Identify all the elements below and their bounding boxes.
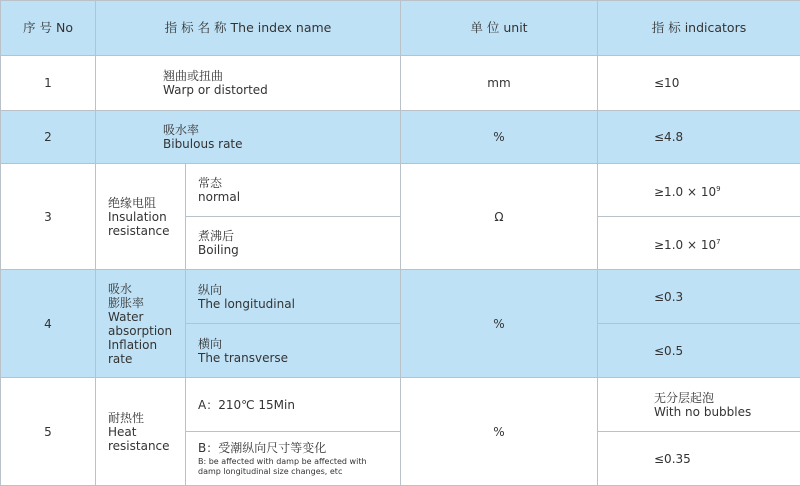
indicator-cell: ≤0.5 <box>598 324 800 378</box>
table-row <box>1 111 800 164</box>
index-name-en: Warp or distorted <box>163 83 268 97</box>
sub-item <box>186 164 401 217</box>
category-en-2: resistance <box>108 438 170 453</box>
index-name-cn: 翘曲或扭曲 <box>163 69 224 83</box>
header-row <box>1 1 800 56</box>
row-number: 3 <box>1 164 96 270</box>
sub-item <box>186 432 401 486</box>
category-cell <box>96 270 186 378</box>
unit-cell: % <box>401 111 598 164</box>
sub-item-cn: B：受潮纵向尺寸等变化 <box>198 440 327 455</box>
sub-item-cn: 纵向 <box>198 282 223 297</box>
sub-item <box>186 217 401 270</box>
category-line: 膨胀率 <box>108 295 145 310</box>
header-no: 序 号 No <box>1 1 96 56</box>
category-cell <box>96 378 186 486</box>
sub-item <box>186 324 401 378</box>
sub-item-en: Boiling <box>198 243 239 257</box>
sub-item-en: normal <box>198 190 241 204</box>
sub-item-cn: 煮沸后 <box>198 229 235 243</box>
header-indicators: 指 标 indicators <box>598 1 800 56</box>
indicator-cn: 无分层起泡 <box>654 390 715 405</box>
sub-item-cn: 常态 <box>198 176 223 190</box>
table-row <box>1 270 800 324</box>
category-line: Inflation rate <box>108 337 158 366</box>
indicator-cell <box>598 217 800 270</box>
category-en-1: Insulation <box>108 209 167 224</box>
index-name-en: Bibulous rate <box>163 137 243 151</box>
header-name: 指 标 名 称 The index name <box>96 1 401 56</box>
sub-item-en: The longitudinal <box>198 296 295 311</box>
sub-item <box>186 270 401 324</box>
category-line: absorption <box>108 323 173 338</box>
unit-cell: % <box>401 378 598 486</box>
indicator-cell <box>598 164 800 217</box>
table-row <box>1 164 800 217</box>
unit-cell: % <box>401 270 598 378</box>
header-unit: 单 位 unit <box>401 1 598 56</box>
index-name <box>96 56 401 111</box>
sub-item-en-1: B: be affected with damp be affected with <box>198 456 367 466</box>
category-line: Water <box>108 309 144 324</box>
indicator-exponent: 9 <box>716 184 721 193</box>
indicator-cell: ≤10 <box>598 56 800 111</box>
indicator-exponent: 7 <box>716 237 721 246</box>
indicator-cell: ≤4.8 <box>598 111 800 164</box>
sub-item: A：210℃ 15Min <box>186 378 401 432</box>
index-name-cn: 吸水率 <box>163 123 200 137</box>
row-number: 4 <box>1 270 96 378</box>
category-cn: 耐热性 <box>108 410 145 425</box>
category-cell <box>96 164 186 270</box>
sub-item-en: The transverse <box>198 350 289 365</box>
indicator-cell: ≤0.35 <box>598 432 800 486</box>
category-en-2: resistance <box>108 223 170 238</box>
row-number: 5 <box>1 378 96 486</box>
sub-item-en-2: damp longitudinal size changes, etc <box>198 466 343 476</box>
category-cn: 绝缘电阻 <box>108 195 157 210</box>
table-row <box>1 56 800 111</box>
indicator-base: ≥1.0 × 10 <box>654 237 717 252</box>
index-name <box>96 111 401 164</box>
category-line: 吸水 <box>108 281 133 296</box>
indicator-base: ≥1.0 × 10 <box>654 184 717 199</box>
unit-cell: mm <box>401 56 598 111</box>
indicator-cell <box>598 378 800 432</box>
sub-item-cn: 横向 <box>198 336 223 351</box>
row-number: 1 <box>1 56 96 111</box>
indicator-en: With no bubbles <box>654 404 752 419</box>
unit-cell: Ω <box>401 164 598 270</box>
indicator-cell: ≤0.3 <box>598 270 800 324</box>
category-en-1: Heat <box>108 424 137 439</box>
row-number: 2 <box>1 111 96 164</box>
table-row <box>1 378 800 432</box>
